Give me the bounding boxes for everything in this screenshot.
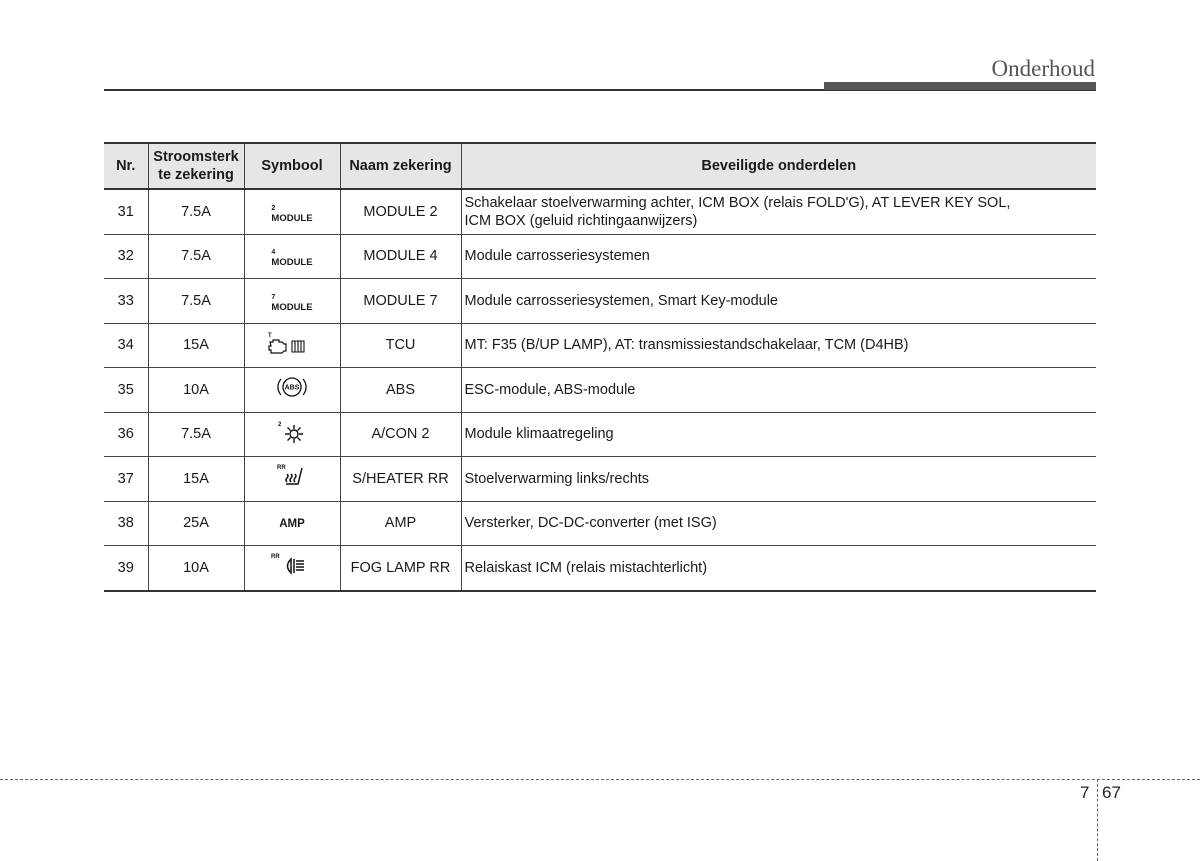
- cell-nr: 38: [104, 501, 148, 546]
- header-amperage: [148, 143, 244, 189]
- header-fuse-name: Naam zekering: [340, 143, 461, 189]
- table-header-row: [104, 143, 1096, 189]
- module-icon: [271, 204, 312, 223]
- cell-protected-parts: Relaiskast ICM (relais mistachterlicht): [461, 546, 1096, 591]
- abs-icon: [273, 373, 311, 401]
- cell-amperage: 25A: [148, 501, 244, 546]
- cell-symbol: [244, 501, 340, 546]
- header-protected-parts: Beveiligde onderdelen: [461, 143, 1096, 189]
- section-title: Onderhoud: [991, 56, 1095, 81]
- cell-amperage: 7.5A: [148, 412, 244, 457]
- cell-nr: 35: [104, 368, 148, 413]
- cell-symbol: [244, 279, 340, 324]
- cell-protected-parts: Versterker, DC-DC-converter (met ISG): [461, 501, 1096, 546]
- cell-nr: 34: [104, 323, 148, 368]
- chapter-number: 7: [1080, 783, 1090, 802]
- cell-symbol: [244, 546, 340, 591]
- cell-symbol: [244, 189, 340, 234]
- cell-amperage: 10A: [148, 368, 244, 413]
- table-row: [104, 323, 1096, 368]
- cell-amperage: 7.5A: [148, 189, 244, 234]
- desc-line1: Schakelaar stoelverwarming achter, ICM BOX (relais FOLD'G), AT LEVER KEY SOL,: [464, 194, 1011, 211]
- table-row: [104, 501, 1096, 546]
- cell-fuse-name: MODULE 2: [340, 189, 461, 234]
- header-symbol: Symbool: [244, 143, 340, 189]
- cell-symbol: [244, 323, 340, 368]
- cell-fuse-name: S/HEATER RR: [340, 457, 461, 502]
- footer-divider: [0, 779, 1200, 780]
- cell-amperage: 7.5A: [148, 234, 244, 279]
- table-row: [104, 234, 1096, 279]
- module-icon-text: MODULE: [271, 301, 313, 313]
- header-rule-accent: [824, 82, 1096, 90]
- cell-protected-parts: Module carrosseriesystemen: [461, 234, 1096, 279]
- cell-nr: 37: [104, 457, 148, 502]
- cell-protected-parts: MT: F35 (B/UP LAMP), AT: transmissiestandschakelaar, TCM (D4HB): [461, 323, 1096, 368]
- header-nr: Nr.: [104, 143, 148, 189]
- module-icon-number: 7: [271, 293, 276, 301]
- cell-nr: 31: [104, 189, 148, 234]
- amp-symbol: AMP: [279, 517, 305, 530]
- cell-amperage: 7.5A: [148, 279, 244, 324]
- cell-nr: 33: [104, 279, 148, 324]
- cell-fuse-name: ABS: [340, 368, 461, 413]
- module-icon-number: 4: [271, 249, 276, 257]
- module-icon: [271, 293, 312, 312]
- module-icon-number: 2: [271, 204, 276, 212]
- table-row: [104, 412, 1096, 457]
- cell-amperage: 15A: [148, 323, 244, 368]
- cell-protected-parts: [461, 189, 1096, 234]
- cell-fuse-name: A/CON 2: [340, 412, 461, 457]
- cell-fuse-name: TCU: [340, 323, 461, 368]
- cell-protected-parts: Module klimaatregeling: [461, 412, 1096, 457]
- cell-amperage: 10A: [148, 546, 244, 591]
- tcu-icon-label: T: [268, 332, 272, 339]
- cell-fuse-name: FOG LAMP RR: [340, 546, 461, 591]
- module-icon: [271, 248, 312, 267]
- engine-transmission-icon: [267, 331, 317, 355]
- module-icon-text: MODULE: [271, 212, 313, 224]
- abs-icon-label: ABS: [284, 384, 300, 392]
- fog-icon-label: RR: [271, 554, 280, 561]
- rear-fog-lamp-icon: [270, 551, 314, 579]
- cell-fuse-name: AMP: [340, 501, 461, 546]
- cell-nr: 36: [104, 412, 148, 457]
- header-amperage-line2: te zekering: [158, 167, 234, 183]
- cell-nr: 32: [104, 234, 148, 279]
- cell-amperage: 15A: [148, 457, 244, 502]
- cell-protected-parts: ESC-module, ABS-module: [461, 368, 1096, 413]
- cell-fuse-name: MODULE 7: [340, 279, 461, 324]
- cell-symbol: [244, 457, 340, 502]
- cell-fuse-name: MODULE 4: [340, 234, 461, 279]
- table-row: [104, 368, 1096, 413]
- cell-symbol: [244, 412, 340, 457]
- seat-heater-icon-label: RR: [277, 465, 286, 472]
- table-row: [104, 189, 1096, 234]
- header-amperage-line1: Stroomsterk: [153, 149, 239, 165]
- seat-heater-icon: [276, 462, 308, 490]
- snowflake-icon: [277, 419, 307, 445]
- footer-vertical-divider: [1097, 779, 1098, 861]
- aircon-icon-number: 2: [278, 421, 282, 428]
- desc-line2: ICM BOX (geluid richtingaanwijzers): [464, 212, 698, 229]
- module-icon-text: MODULE: [271, 257, 313, 269]
- table-row: [104, 457, 1096, 502]
- table-row: [104, 279, 1096, 324]
- table-row: [104, 546, 1096, 591]
- page-number: 67: [1102, 783, 1121, 802]
- cell-protected-parts: Module carrosseriesystemen, Smart Key-module: [461, 279, 1096, 324]
- cell-symbol: [244, 234, 340, 279]
- fuse-table: [104, 142, 1096, 592]
- cell-symbol: [244, 368, 340, 413]
- cell-protected-parts: Stoelverwarming links/rechts: [461, 457, 1096, 502]
- cell-nr: 39: [104, 546, 148, 591]
